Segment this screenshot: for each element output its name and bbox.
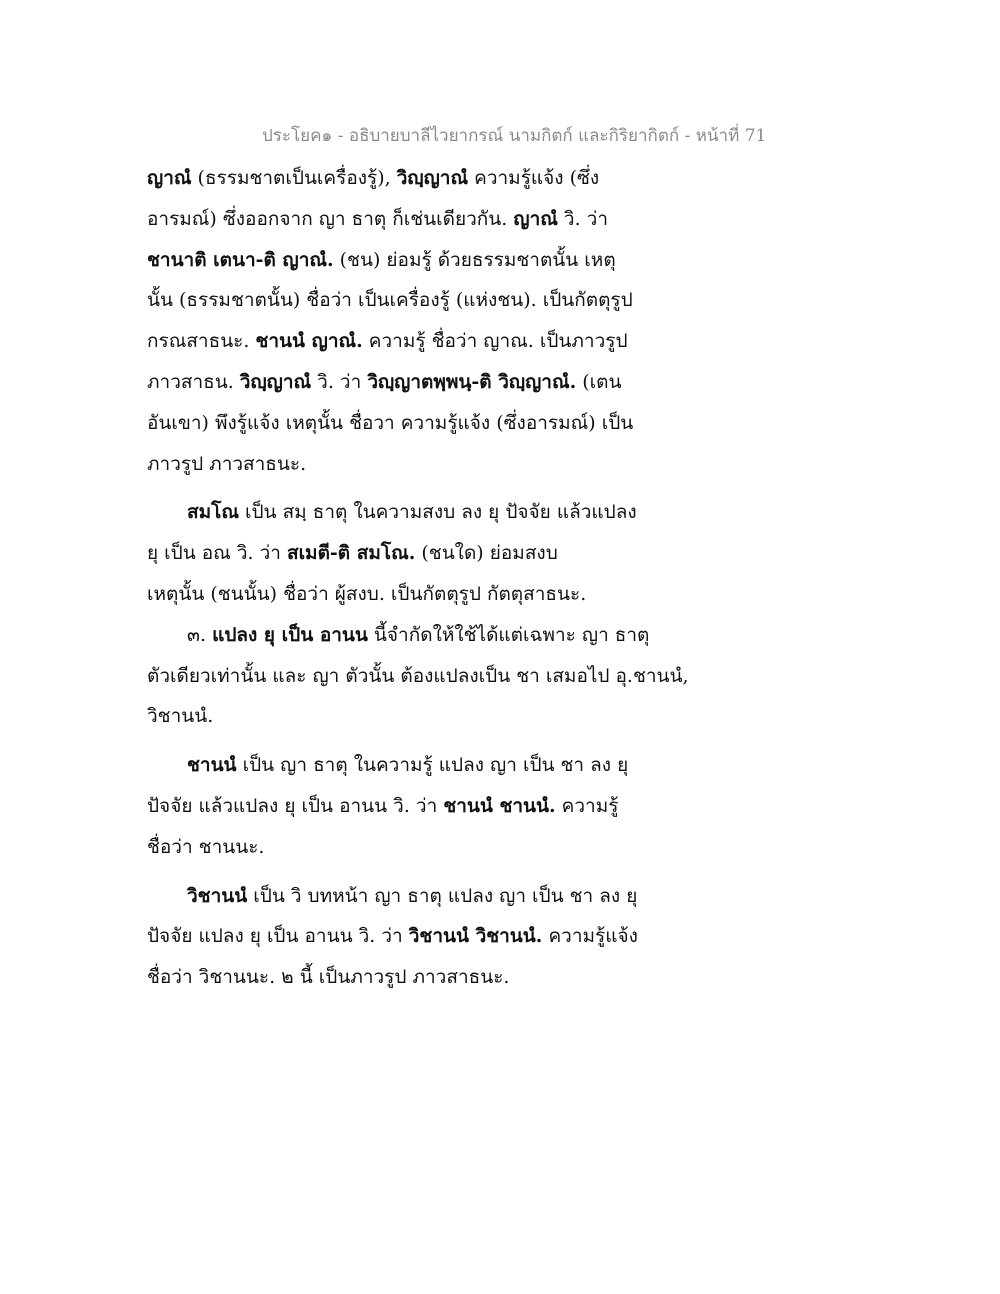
text-line bbox=[147, 916, 707, 957]
text-line bbox=[147, 876, 707, 917]
text-line bbox=[147, 827, 707, 868]
text-segment: นั้น (ธรรมชาตนั้น) ชื่อว่า เป็นเครื่องรู้ (แห่งชน). เป็นกัตตุรูป bbox=[147, 289, 633, 312]
text-segment: ชื่อว่า วิชานนะ. ๒ นี้ เป็นภาวรูป ภาวสาธนะ. bbox=[147, 966, 510, 989]
text-line bbox=[147, 957, 707, 998]
text-segment: (ชน) ย่อมรู้ ด้วยธรรมชาตนั้น เหตุ bbox=[333, 248, 616, 271]
text-segment: อันเขา) พึงรู้แจ้ง เหตุนั้น ชื่อวา ความรู้แจ้ง (ซึ่งอารมณ์) เป็น bbox=[147, 411, 634, 434]
bold-term: วิชานนํ วิชานนํ. bbox=[408, 925, 543, 948]
bold-term: วิชานนํ bbox=[187, 884, 248, 907]
page-body-text bbox=[147, 158, 707, 998]
text-segment: ๓. bbox=[187, 623, 213, 646]
bold-term: แปลง ยุ เป็น อานน bbox=[212, 623, 368, 646]
text-segment: ตัวเดียวเท่านั้น และ ญา ตัวนั้น ต้องแปลงเป็น ชา เสมอไป อุ.ชานนํ, bbox=[147, 664, 689, 687]
bold-term: ชานนํ bbox=[187, 754, 237, 777]
text-segment: เป็น สมฺ ธาตุ ในความสงบ ลง ยุ ปัจจัย แล้วแปลง bbox=[238, 501, 637, 524]
text-line bbox=[147, 199, 707, 240]
text-segment: ความรู้แจ้ง bbox=[542, 925, 638, 948]
text-line bbox=[147, 745, 707, 786]
paragraph-gap bbox=[147, 868, 707, 876]
text-line bbox=[147, 240, 707, 281]
text-segment: ยุ เป็น อณ วิ. ว่า bbox=[147, 542, 287, 565]
text-segment: เป็น ญา ธาตุ ในความรู้ แปลง ญา เป็น ชา ลง ยุ bbox=[236, 754, 629, 777]
text-line bbox=[147, 786, 707, 827]
text-segment: ความรู้ bbox=[555, 794, 619, 817]
text-segment: (เตน bbox=[576, 370, 622, 393]
bold-term: ญาณํ bbox=[147, 167, 192, 189]
bold-term: สมโณ bbox=[187, 501, 239, 524]
bold-term: สเมตี-ติ สมโณ. bbox=[286, 542, 416, 565]
text-line bbox=[147, 321, 707, 362]
bold-term: ชานนํ ชานนํ. bbox=[443, 794, 556, 817]
text-segment: ปัจจัย แล้วแปลง ยุ เป็น อานน วิ. ว่า bbox=[147, 794, 444, 817]
text-segment: วิ. ว่า bbox=[557, 207, 609, 230]
text-segment: (ชนใด) ย่อมสงบ bbox=[415, 542, 558, 565]
text-line bbox=[147, 656, 707, 697]
text-segment: กรณสาธนะ. bbox=[147, 330, 256, 353]
text-segment: ชื่อว่า ชานนะ. bbox=[147, 835, 265, 858]
text-segment: วิ. ว่า bbox=[311, 370, 368, 393]
bold-term: วิญฺญาตพฺพนฺ-ติ วิญฺญาณํ. bbox=[367, 370, 577, 393]
text-segment: (ธรรมชาตเป็นเครื่องรู้), bbox=[191, 167, 397, 189]
text-segment: ความรู้ ชื่อว่า ญาณ. เป็นภาวรูป bbox=[362, 330, 628, 353]
bold-term: วิญฺญาณํ bbox=[396, 167, 469, 189]
bold-term: ชานนํ ญาณํ. bbox=[255, 330, 363, 353]
text-line bbox=[147, 533, 707, 574]
page-header: ประโยค๑ - อธิบายบาลีไวยากรณ์ นามกิตก์ และกิริยากิตก์ - หน้าที่ 71 bbox=[262, 126, 767, 146]
text-segment: เหตุนั้น (ชนนั้น) ชื่อว่า ผู้สงบ. เป็นกัตตุรูป กัตตุสาธนะ. bbox=[147, 582, 587, 605]
text-segment: วิชานนํ. bbox=[147, 705, 214, 728]
paragraph-gap bbox=[147, 484, 707, 492]
text-line bbox=[147, 615, 707, 656]
text-line bbox=[147, 492, 707, 533]
text-line bbox=[147, 280, 707, 321]
text-segment: ความรู้แจ้ง (ซึ่ง bbox=[468, 167, 600, 189]
text-segment: ปัจจัย แปลง ยุ เป็น อานน วิ. ว่า bbox=[147, 925, 409, 948]
text-line bbox=[147, 158, 707, 199]
text-segment: ภาวสาธน. bbox=[147, 370, 240, 393]
bold-term: ญาณํ bbox=[513, 207, 558, 230]
text-segment: เป็น วิ บทหน้า ญา ธาตุ แปลง ญา เป็น ชา ลง ยุ bbox=[247, 884, 638, 907]
paragraph-gap bbox=[147, 737, 707, 745]
text-line bbox=[147, 362, 707, 403]
text-segment: นี้จำกัดให้ใช้ได้แต่เฉพาะ ญา ธาตุ bbox=[367, 623, 650, 646]
bold-term: ชานาติ เตนา-ติ ญาณํ. bbox=[147, 248, 334, 271]
text-line bbox=[147, 574, 707, 615]
text-line bbox=[147, 444, 707, 485]
text-segment: ภาวรูป ภาวสาธนะ. bbox=[147, 452, 307, 475]
text-segment: อารมณ์) ซึ่งออกจาก ญา ธาตุ ก็เช่นเดียวกัน. bbox=[147, 207, 514, 230]
text-line bbox=[147, 696, 707, 737]
bold-term: วิญฺญาณํ bbox=[239, 370, 312, 393]
text-line bbox=[147, 403, 707, 444]
